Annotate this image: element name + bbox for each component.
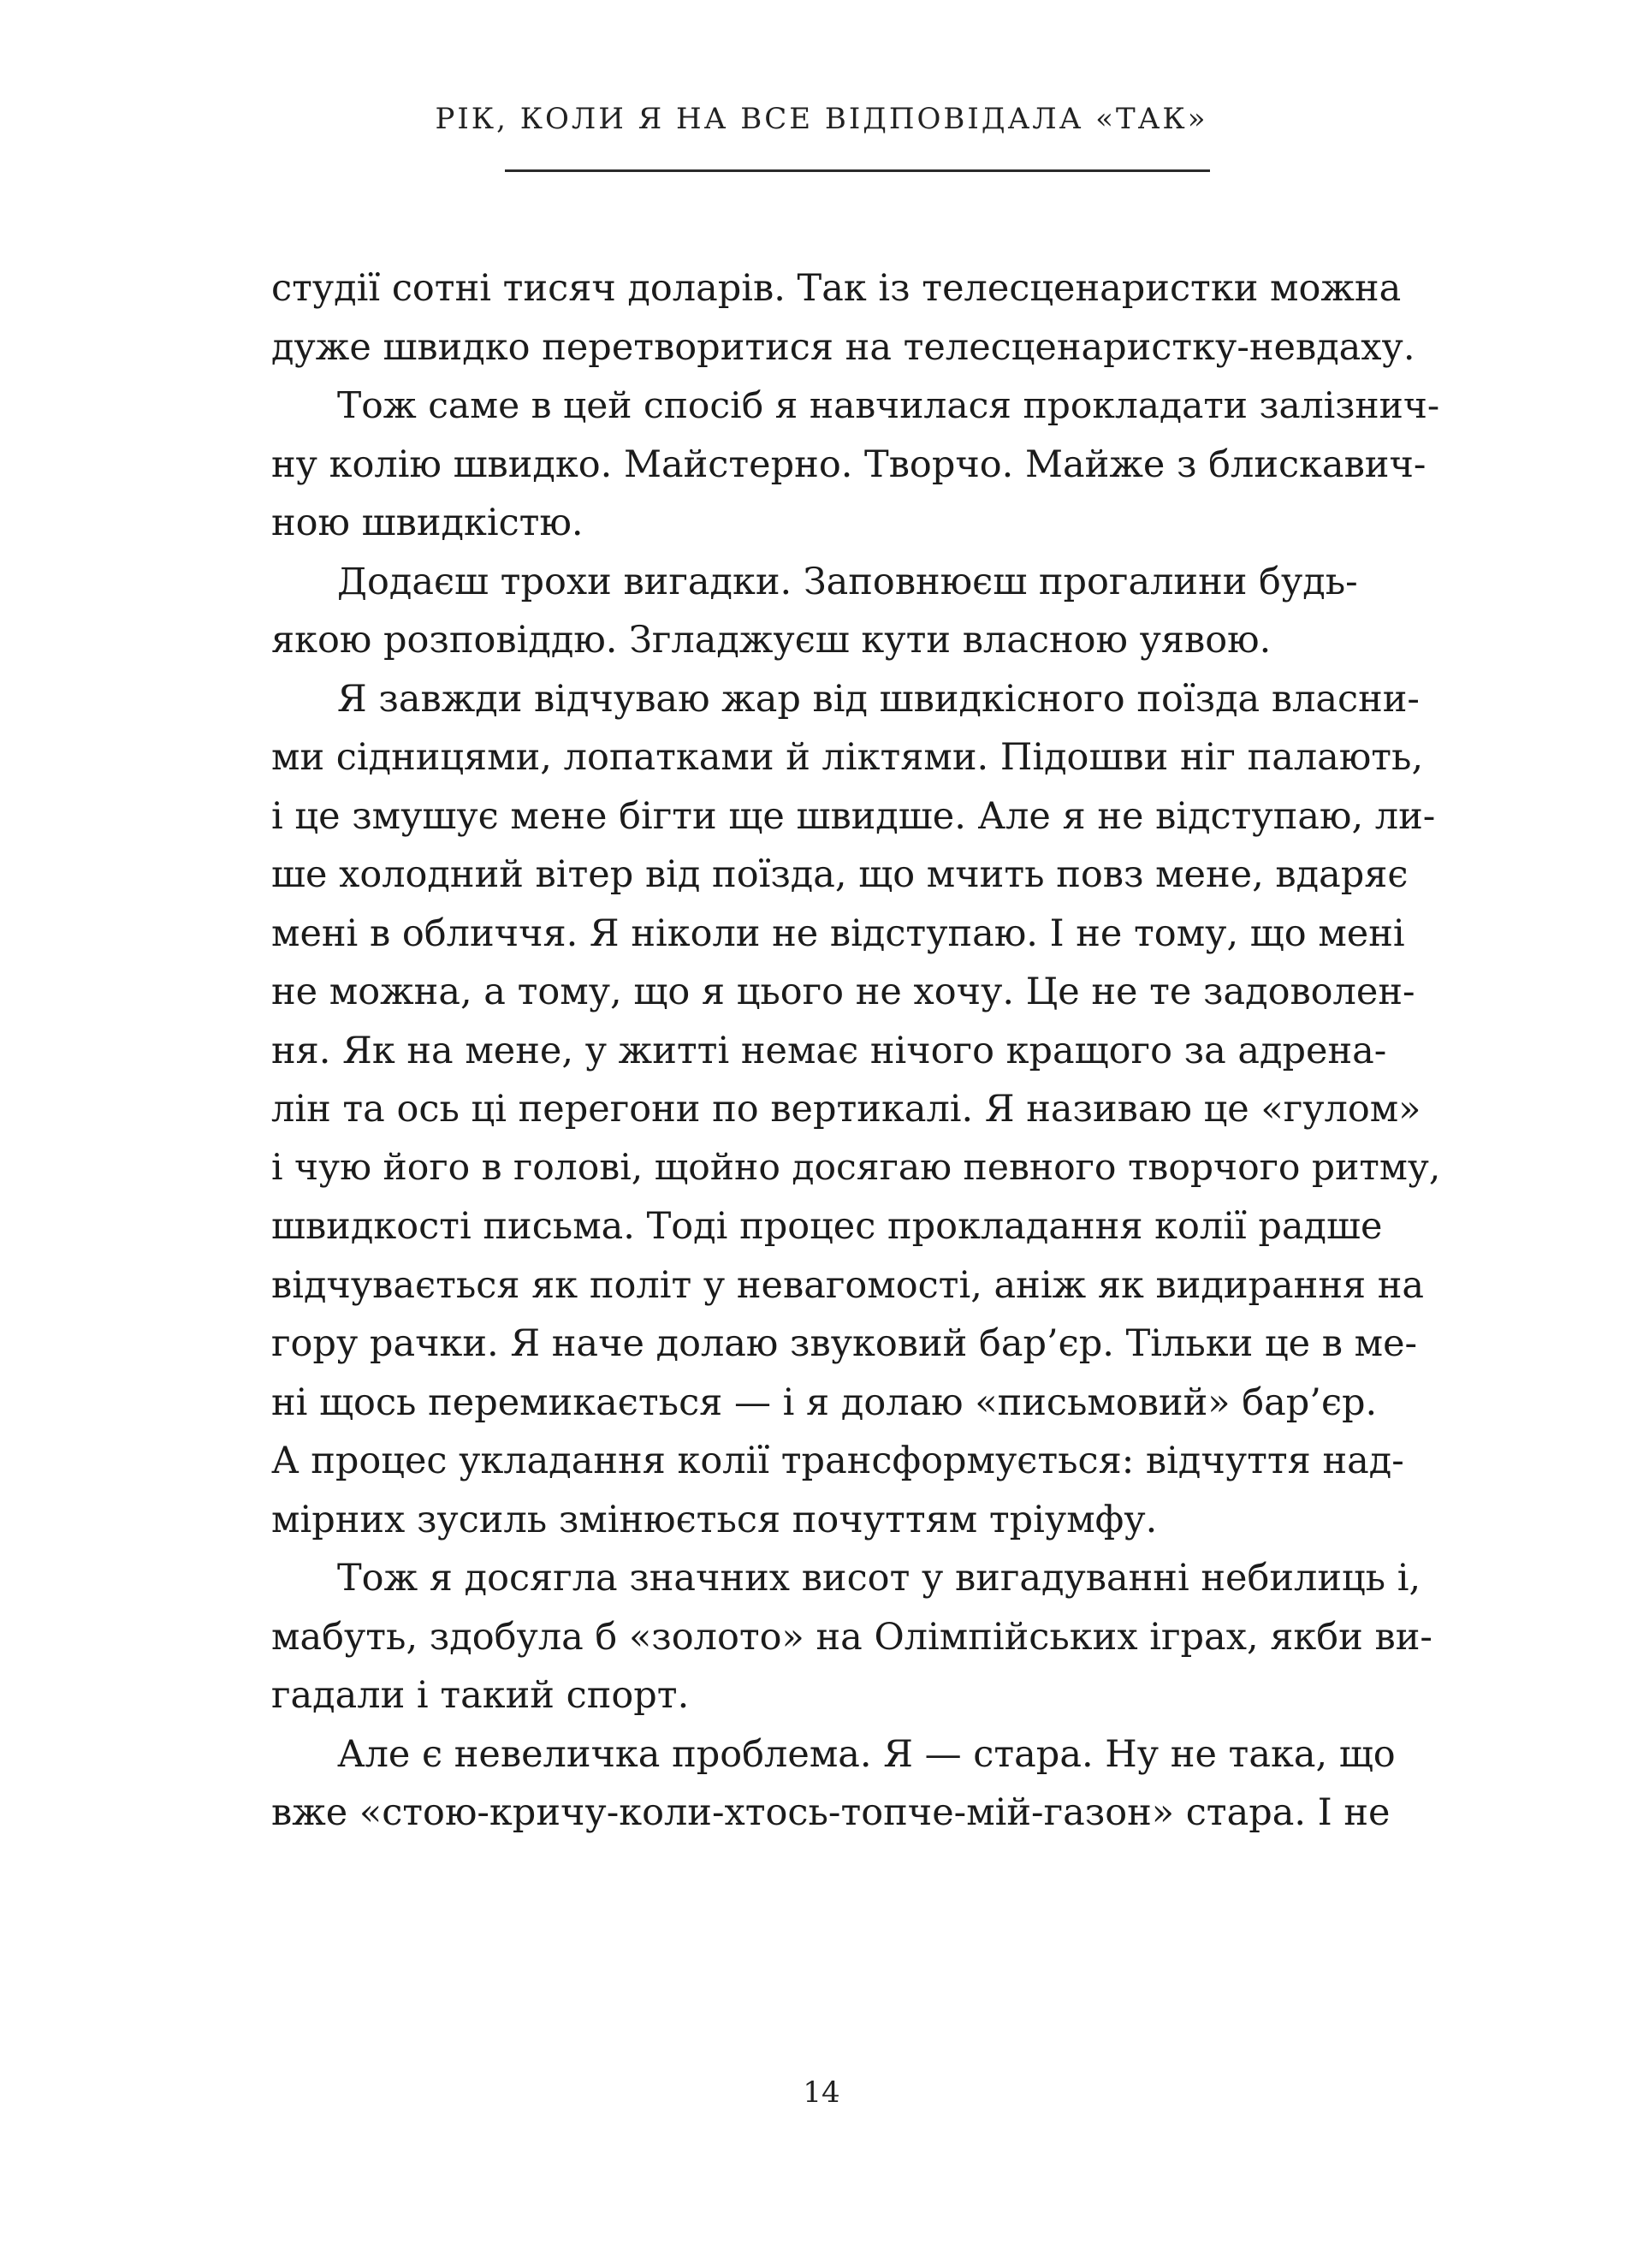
text-line: швидкості письма. Тоді процес прокладання колії радше bbox=[271, 1205, 1383, 1248]
text-line: вже «стою-кричу-коли-хтось-топче-мій-газон» стара. І не bbox=[271, 1791, 1391, 1834]
text-line: мабуть, здобула б «золото» на Олімпійських іграх, якби ви- bbox=[271, 1615, 1432, 1659]
header-rule bbox=[505, 169, 1210, 172]
text-line: Я завжди відчуваю жар від швидкісного поїзда власни- bbox=[337, 677, 1420, 721]
text-line: ня. Як на мене, у житті немає нічого кращого за адрена- bbox=[271, 1029, 1387, 1072]
text-line: лін та ось ці перегони по вертикалі. Я називаю це «гулом» bbox=[271, 1088, 1421, 1131]
text-line: мені в обличчя. Я ніколи не відступаю. І не тому, що мені bbox=[271, 911, 1405, 955]
text-line: відчувається як політ у невагомості, аніж як видирання на bbox=[271, 1263, 1425, 1307]
text-line: мірних зусиль змінюється почуттям тріумфу. bbox=[271, 1498, 1158, 1541]
text-line: не можна, а тому, що я цього не хочу. Це не те задоволен- bbox=[271, 971, 1415, 1013]
text-line: студії сотні тисяч доларів. Так із телесценаристки можна bbox=[271, 267, 1402, 310]
text-line: Тож я досягла значних висот у вигадуванні небилиць і, bbox=[337, 1557, 1421, 1600]
text-line: ми сідницями, лопатками й ліктями. Підошви ніг палають, bbox=[271, 736, 1424, 779]
text-line: і це змушує мене бігти ще швидше. Але я не відступаю, ли- bbox=[271, 794, 1436, 838]
text-line: А процес укладання колії трансформується: відчуття над- bbox=[271, 1440, 1404, 1482]
body-text bbox=[271, 259, 1440, 1843]
text-line: ні щось перемикається — і я долаю «письмовий» бар’єр. bbox=[271, 1380, 1378, 1424]
text-line: ною швидкістю. bbox=[271, 502, 584, 544]
text-line: ну колію швидко. Майстерно. Творчо. Майже з блискавич- bbox=[271, 442, 1427, 486]
text-line: і чую його в голові, щойно досягаю певного творчого ритму, bbox=[271, 1146, 1441, 1189]
running-head: РІК, КОЛИ Я НА ВСЕ ВІДПОВІДАЛА «ТАК» bbox=[435, 102, 1208, 136]
text-line: Тож саме в цей спосіб я навчилася прокладати залізнич- bbox=[337, 384, 1440, 426]
text-line: якою розповіддю. Згладжуєш кути власною уявою. bbox=[271, 619, 1272, 662]
text-line: гадали і такий спорт. bbox=[271, 1674, 690, 1717]
text-line: Додаєш трохи вигадки. Заповнюєш прогалини будь- bbox=[337, 560, 1358, 603]
page-number: 14 bbox=[803, 2075, 840, 2110]
text-line: дуже швидко перетворитися на телесценаристку-невдаху. bbox=[271, 325, 1415, 369]
text-line: гору рачки. Я наче долаю звуковий бар’єр. Тільки це в ме- bbox=[271, 1322, 1418, 1365]
text-line: Але є невеличка проблема. Я — стара. Ну не така, що bbox=[337, 1732, 1396, 1776]
text-line: ше холодний вітер від поїзда, що мчить повз мене, вдаряє bbox=[271, 853, 1409, 896]
